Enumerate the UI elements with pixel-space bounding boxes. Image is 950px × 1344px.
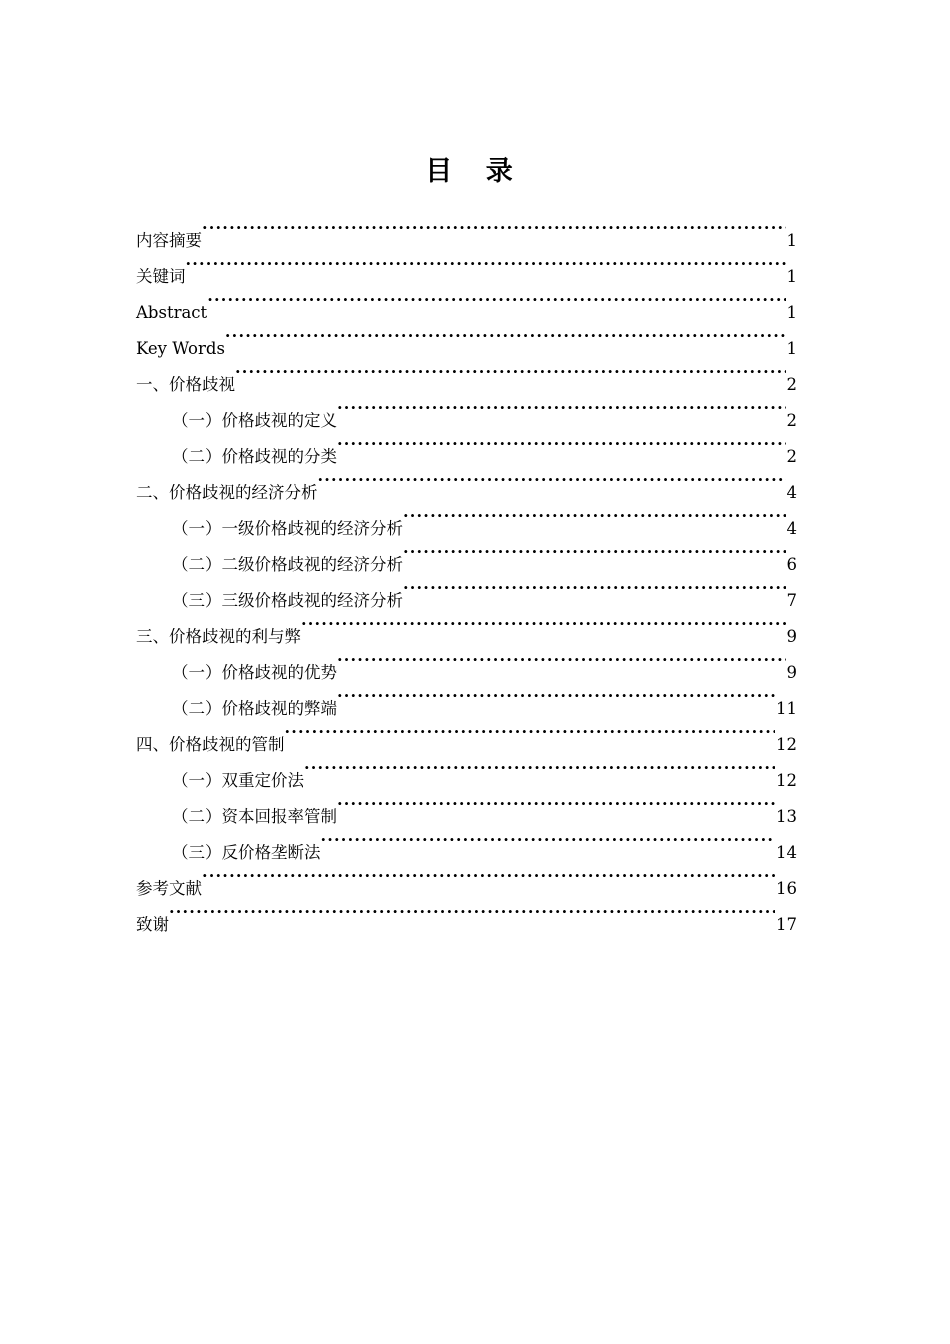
toc-entry-page: 2 [786, 447, 797, 466]
toc-entry-page: 12 [776, 771, 797, 790]
dot-leader [202, 858, 775, 894]
toc-entry-page: 13 [776, 807, 797, 826]
toc-entry[interactable] [136, 210, 797, 250]
toc-entry-page: 9 [786, 627, 797, 646]
toc-entry-title: （三）三级价格歧视的经济分析 [172, 591, 403, 610]
dot-leader [337, 642, 786, 678]
toc-entry-title: 四、价格歧视的管制 [136, 735, 285, 754]
dot-leader [235, 354, 786, 390]
toc-entry-title: （二）二级价格歧视的经济分析 [172, 555, 403, 574]
dot-leader [318, 462, 786, 498]
toc-entry[interactable] [136, 318, 797, 358]
dot-leader [202, 210, 786, 246]
toc-entry-page: 11 [776, 699, 797, 718]
dot-leader [403, 570, 786, 606]
toc-entry-title: （二）价格歧视的弊端 [172, 699, 337, 718]
dot-leader [169, 894, 775, 930]
toc-entry-title: （一）价格歧视的优势 [172, 663, 337, 682]
toc-entry-page: 4 [786, 483, 797, 502]
toc-entry-title: 关键词 [136, 267, 186, 286]
dot-leader [337, 786, 775, 822]
toc-entry-title: 参考文献 [136, 879, 202, 898]
dot-leader [186, 246, 786, 282]
toc-entry-title: 致谢 [136, 915, 169, 934]
dot-leader [207, 282, 785, 318]
toc-entry-title: Abstract [136, 303, 208, 322]
toc-entry-title: （一）一级价格歧视的经济分析 [172, 519, 403, 538]
toc-title: 目 录 [425, 156, 525, 187]
toc-entry-title: （二）资本回报率管制 [172, 807, 337, 826]
toc-entry-page: 1 [786, 303, 797, 322]
toc-entry[interactable] [136, 354, 797, 394]
toc-entry[interactable] [136, 858, 797, 898]
toc-entry[interactable] [136, 894, 797, 934]
dot-leader [337, 426, 786, 462]
dot-leader [225, 318, 786, 354]
dot-leader [403, 498, 786, 534]
dot-leader [337, 678, 775, 714]
dot-leader [304, 750, 775, 786]
toc-entry-page: 2 [786, 375, 797, 394]
toc-entry-title: 二、价格歧视的经济分析 [136, 483, 318, 502]
dot-leader [321, 822, 776, 858]
toc-entry[interactable] [136, 390, 797, 430]
toc-entry-title: （三）反价格垄断法 [172, 843, 321, 862]
dot-leader [301, 606, 786, 642]
table-of-contents [136, 210, 797, 934]
toc-entry-page: 6 [786, 555, 797, 574]
toc-entry-title: 三、价格歧视的利与弊 [136, 627, 301, 646]
dot-leader [285, 714, 776, 750]
toc-entry-page: 12 [776, 735, 797, 754]
toc-entry-title: 内容摘要 [136, 231, 202, 250]
toc-entry-page: 14 [776, 843, 797, 862]
toc-entry-page: 4 [786, 519, 797, 538]
toc-entry-page: 1 [786, 339, 797, 358]
toc-entry-page: 16 [776, 879, 797, 898]
toc-entry-title: 一、价格歧视 [136, 375, 235, 394]
toc-entry-title: （一）价格歧视的定义 [172, 411, 337, 430]
toc-entry-title: Key Words [136, 339, 225, 358]
toc-entry-title: （一）双重定价法 [172, 771, 304, 790]
dot-leader [337, 390, 786, 426]
toc-entry-page: 9 [786, 663, 797, 682]
toc-entry-title: （二）价格歧视的分类 [172, 447, 337, 466]
toc-entry-page: 7 [786, 591, 797, 610]
dot-leader [403, 534, 786, 570]
toc-entry-page: 2 [786, 411, 797, 430]
toc-entry[interactable] [136, 282, 797, 322]
toc-entry-page: 1 [786, 231, 797, 250]
toc-entry-page: 1 [786, 267, 797, 286]
toc-entry-page: 17 [776, 915, 797, 934]
toc-entry[interactable] [136, 246, 797, 286]
